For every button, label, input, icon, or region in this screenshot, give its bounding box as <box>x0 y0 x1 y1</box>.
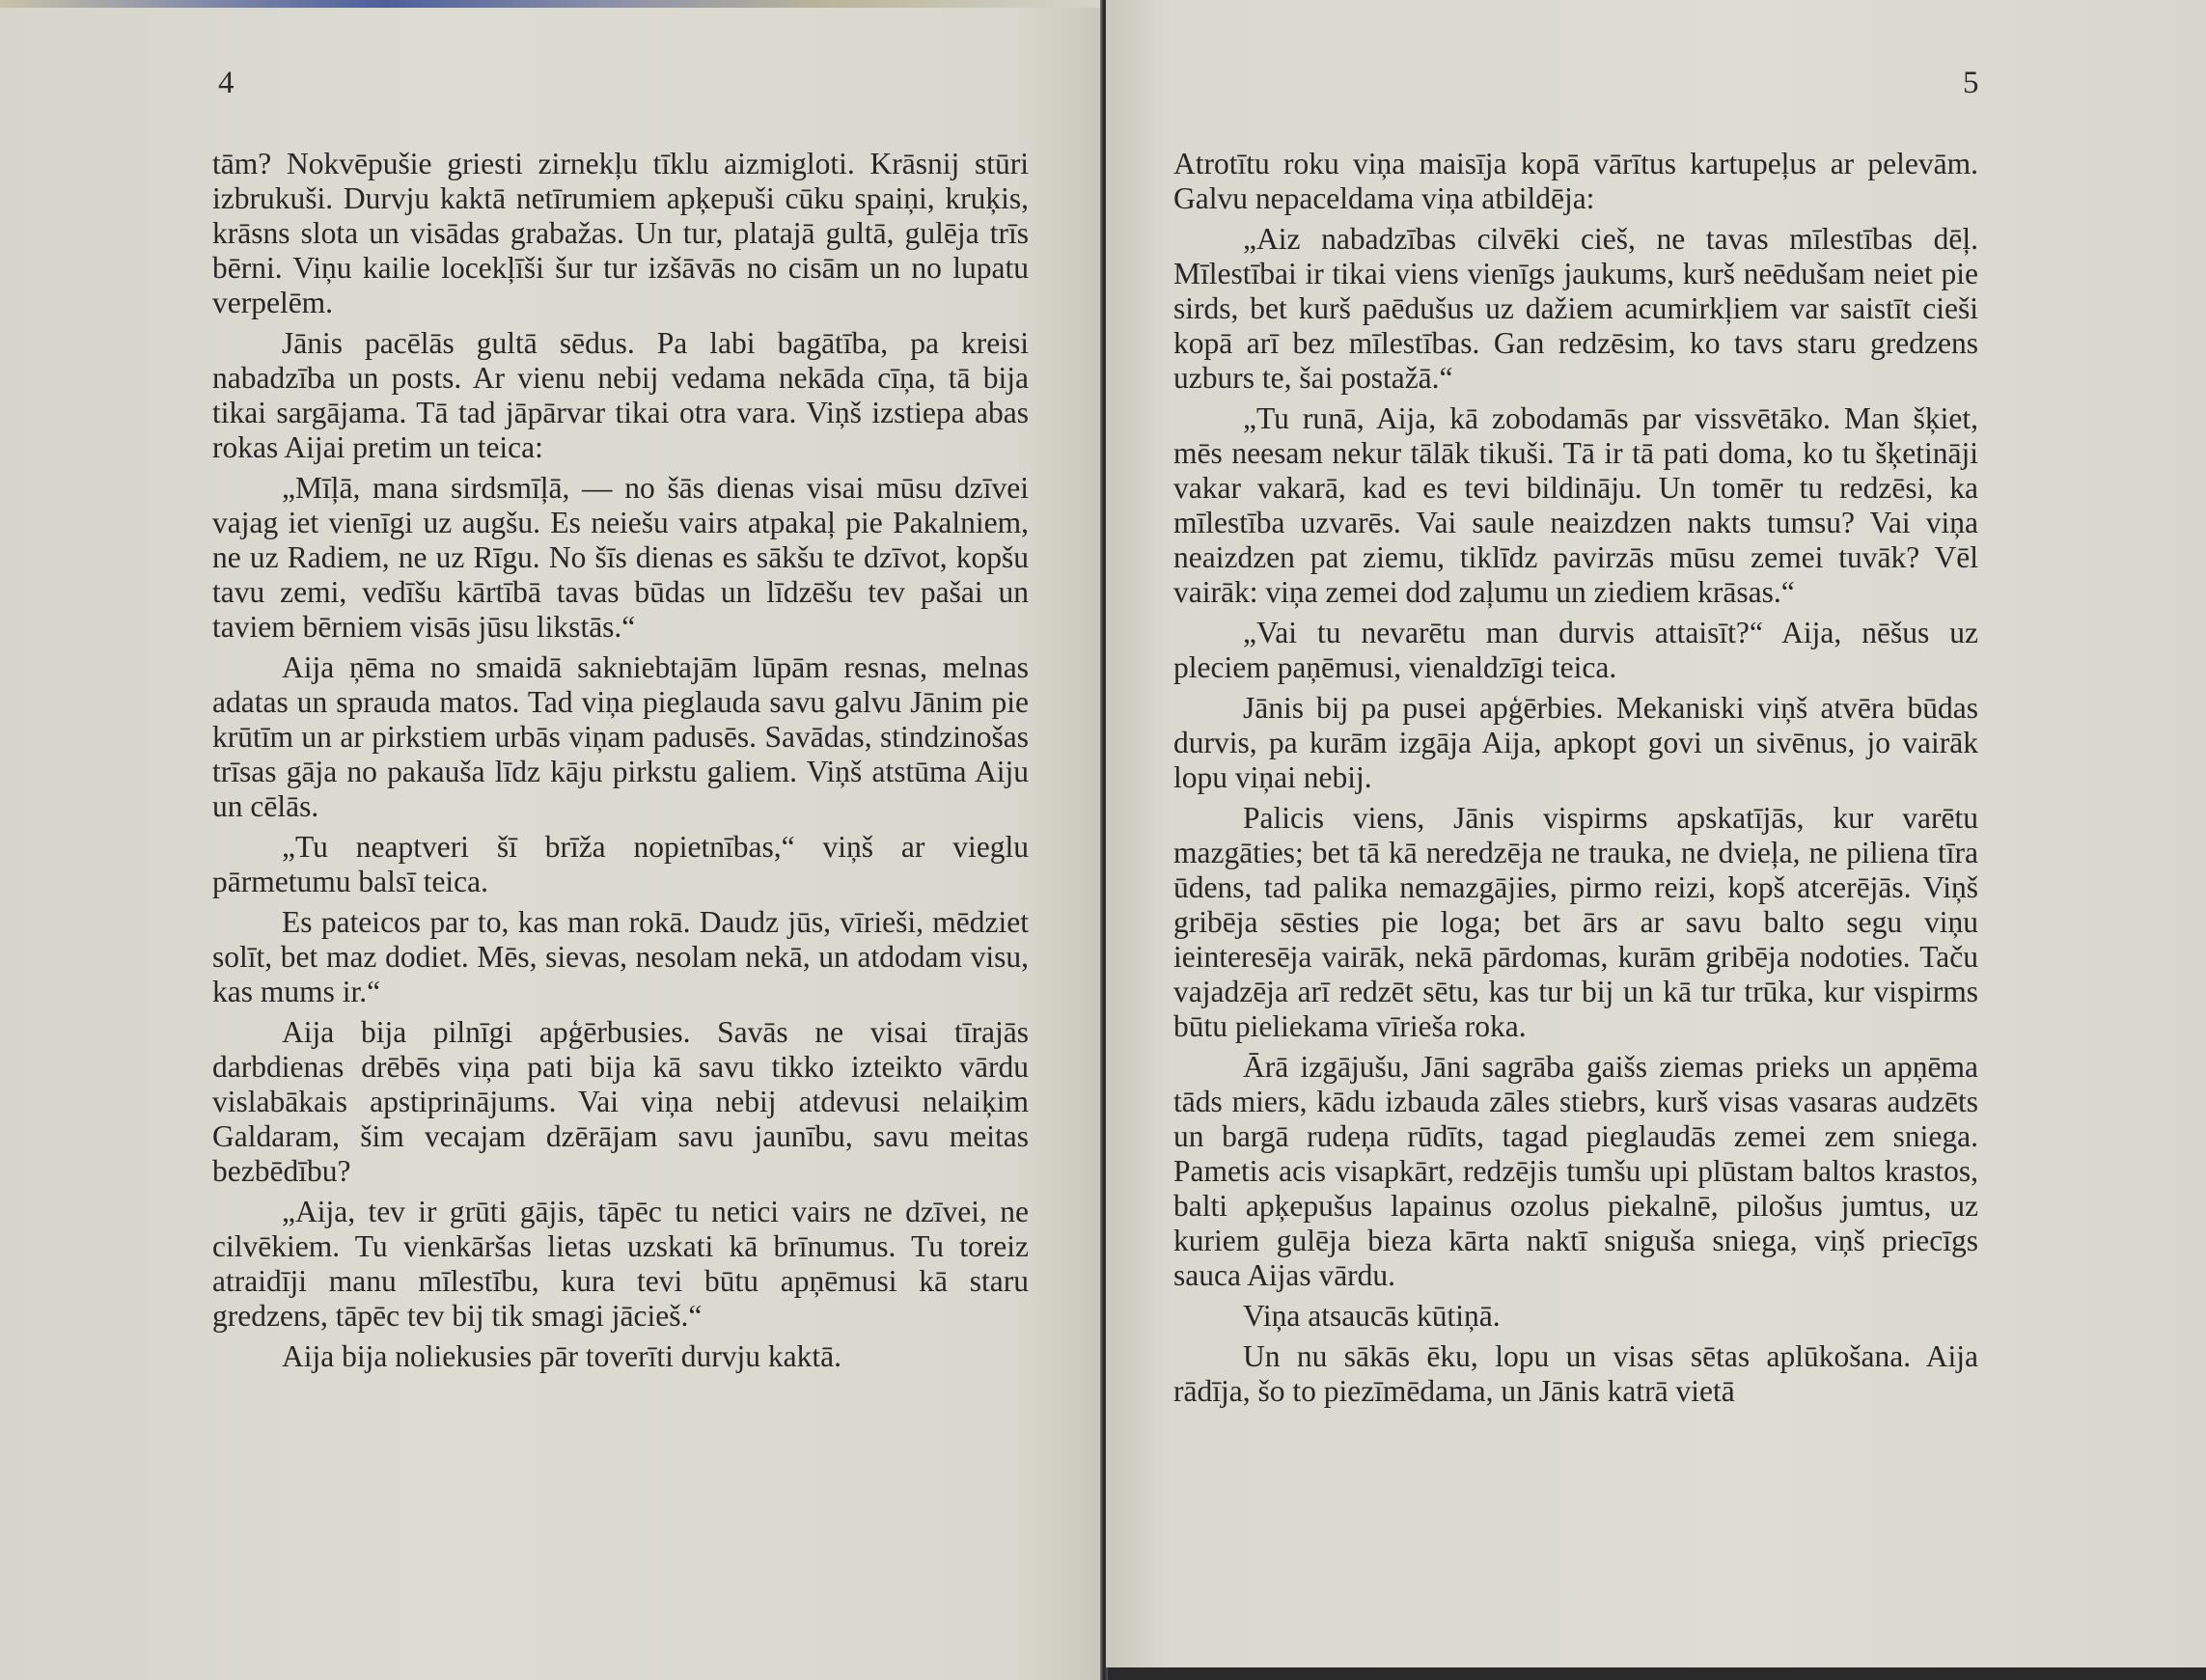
paragraph: „Mīļā, mana sirdsmīļā, — no šās dienas visai mūsu dzīvei vajag iet vienīgi uz augšu. Es neiešu vairs atpakaļ pie Pakalniem, ne uz Radiem, ne uz Rīgu. No šīs dienas es sākšu te dzīvot, kopšu tavu zemi, vedīšu kārtībā tavas būdas un līdzēšu tev pašai un taviem bērniem visās jūsu likstās.“ <box>212 471 1029 644</box>
paragraph: Jānis pacēlās gultā sēdus. Pa labi bagātība, pa kreisi nabadzība un posts. Ar vienu nebij vedama nekāda cīņa, tā bija tikai sargājama. Tā tad jāpārvar tikai otra vara. Viņš izstiepa abas rokas Aijai pretim un teica: <box>212 326 1029 464</box>
paragraph: Aija bija pilnīgi apģērbusies. Savās ne visai tīrajās darbdienas drēbēs viņa pati bija kā savu tikko izteikto vārdu vislabākais apstiprinājums. Vai viņa nebij atdevusi nelaiķim Galdaram, šim vecajam dzērājam savu jaunību, savu meitas bezbēdību? <box>212 1015 1029 1188</box>
paragraph: Palicis viens, Jānis vispirms apskatījās, kur varētu mazgāties; bet tā kā neredzēja ne trauka, ne dvieļa, ne piliena tīra ūdens, tad palika nemazgājies, pirmo reizi, kopš atcerējās. Viņš gribēja sēsties pie loga; bet ārs ar savu balto segu viņu ieinteresēja vairāk, nekā pārdomas, kurām gribēja nodoties. Taču vajadzēja arī redzēt sētu, kas tur bij un kā tur trūka, kur vispirms būtu pieliekama vīrieša roka. <box>1173 801 1978 1043</box>
paragraph: „Aija, tev ir grūti gājis, tāpēc tu netici vairs ne dzīvei, ne cilvēkiem. Tu vienkāršas lietas uzskati kā brīnumus. Tu toreiz atraidīji manu mīlestību, kura tevi būtu apņēmusi kā staru gredzens, tāpēc tev bij tik smagi jācieš.“ <box>212 1195 1029 1333</box>
paragraph: „Tu neaptveri šī brīža nopietnības,“ viņš ar vieglu pārmetumu balsī teica. <box>212 830 1029 898</box>
paragraph: Aija bija noliekusies pār toverīti durvju kaktā. <box>282 1339 841 1373</box>
paragraph: Jānis bij pa pusei apģērbies. Mekaniski viņš atvēra būdas durvis, pa kurām izgāja Aija, apkopt govi un sivēnus, jo vairāk lopu viņai nebij. <box>1173 691 1978 794</box>
paragraph: Ārā izgājušu, Jāni sagrāba gaišs ziemas prieks un apņēma tāds miers, kādu izbauda zāles stiebrs, kurš visas vasaras audzēts un bargā rudeņa rūdīts, tagad pieglaudās zemei zem sniega. Pametis acis visapkārt, redzējis tumšu upi plūstam baltos krastos, balti apķepušus lapainus ozolus piekalnē, pilošus jumtus, uz kuriem gulēja bieza kārta naktī sniguša sniega, viņš priecīgs sauca Aijas vārdu. <box>1173 1050 1978 1292</box>
right-page <box>1106 0 2206 1667</box>
body-text <box>212 147 1029 1380</box>
paragraph: Viņa atsaucās kūtiņā. <box>1243 1299 1501 1333</box>
page-number: 4 <box>218 66 234 100</box>
left-page <box>0 0 1102 1680</box>
paragraph: Es pateicos par to, kas man rokā. Daudz jūs, vīrieši, mēdziet solīt, bet maz dodiet. Mēs, sievas, nesolam nekā, un atdodam visu, kas mums ir.“ <box>212 905 1029 1008</box>
paragraph: Aija ņēma no smaidā sakniebtajām lūpām resnas, melnas adatas un sprauda matos. Tad viņa pieglauda savu galvu Jānim pie krūtīm un ar pirkstiem urbās viņam padusēs. Savādas, stindzinošas trīsas gāja no pakauša līdz kāju pirkstu galiem. Viņš atstūma Aiju un cēlās. <box>212 650 1029 823</box>
paragraph: Un nu sākās ēku, lopu un visas sētas aplūkošana. Aija rādīja, šo to piezīmēdama, un Jānis katrā vietā <box>1173 1339 1978 1408</box>
paragraph: „Tu runā, Aija, kā zobodamās par vissvētāko. Man šķiet, mēs neesam nekur tālāk tikuši. Tā ir tā pati doma, ko tu šķetināji vakar vakarā, kad es tevi bildināju. Un tomēr tu redzēsi, ka mīlestība uzvarēs. Vai saule neaizdzen nakts tumsu? Vai viņa neaizdzen pat ziemu, tiklīdz pavirzās mūsu zemei tuvāk? Vēl vairāk: viņa zemei dod zaļumu un ziediem krāsas.“ <box>1173 401 1978 609</box>
body-text <box>1173 147 1978 1415</box>
cover-edge-strip <box>0 0 1102 8</box>
paragraph: tām? Nokvēpušie griesti zirnekļu tīklu aizmigloti. Krāsnij stūri izbrukuši. Durvju kaktā netīrumiem apķepuši cūku spaiņi, kruķis, krāsns slota un visādas grabažas. Un tur, platajā gultā, gulēja trīs bērni. Viņu kailie locekļīši šur tur izšāvās no cisām un no lupatu verpelēm. <box>212 147 1029 319</box>
paragraph: „Vai tu nevarētu man durvis attaisīt?“ Aija, nēšus uz pleciem paņēmusi, vienaldzīgi teica. <box>1173 616 1978 684</box>
paragraph: Atrotītu roku viņa maisīja kopā vārītus kartupeļus ar pelevām. Galvu nepaceldama viņa atbildēja: <box>1173 147 1978 215</box>
paragraph: „Aiz nabadzības cilvēki cieš, ne tavas mīlestības dēļ. Mīlestībai ir tikai viens vienīgs jaukums, kurš neēdušam neiet pie sirds, bet kurš paēdušus uz dažiem acumirkļiem var saistīt cieši kopā arī bez mīlestības. Gan redzēsim, ko tavs staru gredzens uzburs te, šai postažā.“ <box>1173 222 1978 395</box>
page-number: 5 <box>1963 66 1979 100</box>
